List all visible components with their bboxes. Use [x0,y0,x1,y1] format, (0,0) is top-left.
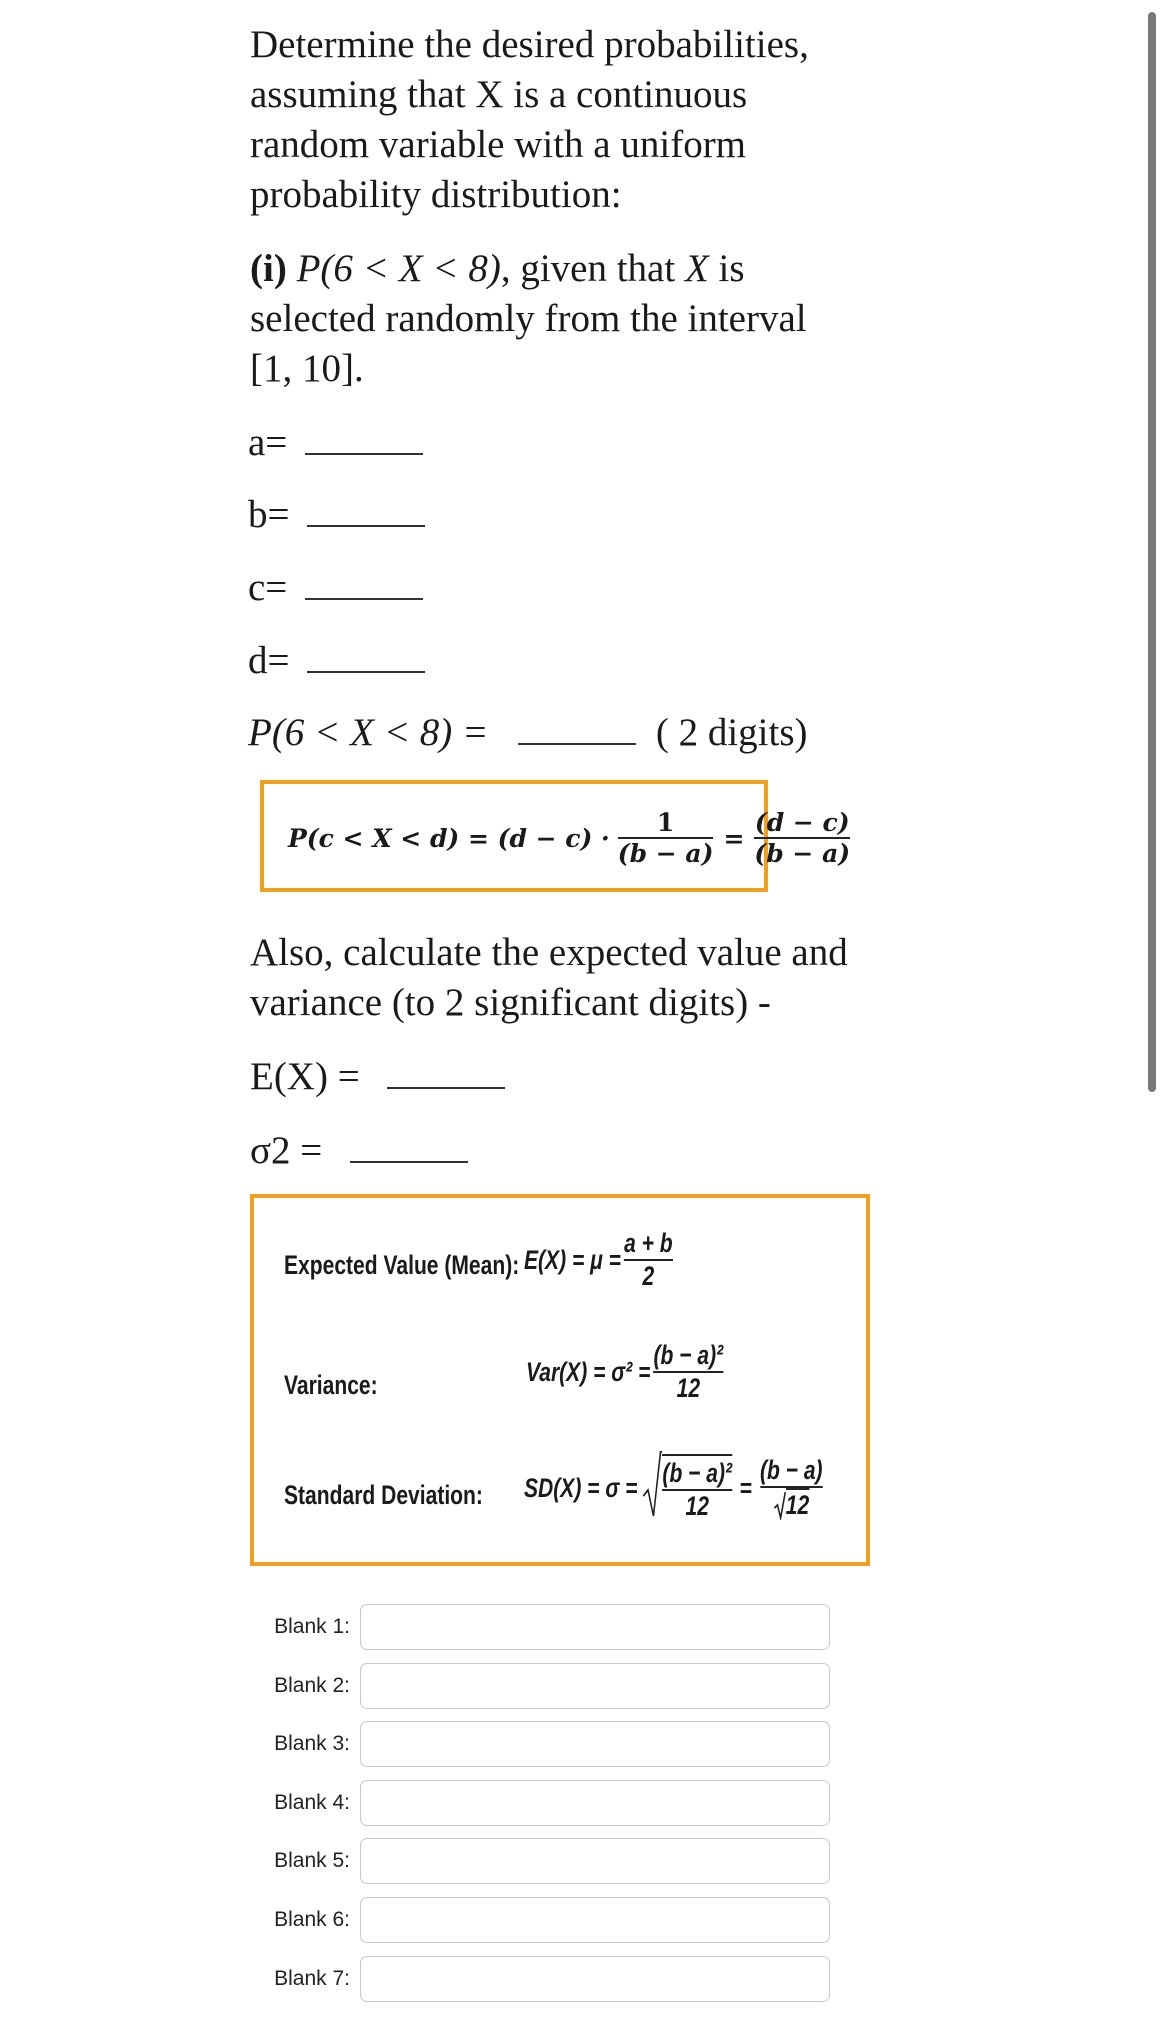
a-answer-line [305,453,423,455]
probability-label: P(6 < X < 8) = [248,711,489,754]
scrollbar-thumb[interactable] [1148,12,1156,1092]
blank-row-2 [260,1663,830,1709]
blank-input-1[interactable] [360,1604,830,1650]
part-i-line-2: selected randomly from the interval [250,297,807,340]
ex-answer-line [387,1087,505,1089]
probability-formula [288,808,850,868]
sd-num: (b − a)² [662,1458,733,1488]
c-row [248,563,423,613]
statistics-formula-box [250,1194,870,1566]
variance-fraction [654,1340,724,1404]
sqrt-small-icon [773,1490,785,1520]
blank-input-3[interactable] [360,1721,830,1767]
formula-frac1-den: (b − a) [617,839,714,868]
formula-frac2-den: (b − a) [754,839,851,868]
blank-input-5[interactable] [360,1838,830,1884]
probability-formula-box [260,780,851,892]
variance-num: (b − a)² [653,1340,724,1370]
sd-eq: = [739,1472,753,1503]
variance-answer-line [350,1161,468,1163]
sd-lhs: SD(X) = σ = [524,1472,638,1503]
formula-fraction-1 [618,808,714,868]
part-text-1: , given that [500,247,676,290]
formula-frac1-num: 1 [656,808,675,837]
intro-line-4: probability distribution: [250,173,622,216]
mean-num: a + b [624,1228,673,1258]
sd-label: Standard Deviation: [284,1480,483,1510]
formula-fraction-2 [754,808,850,868]
part-i-line-3: [1, 10]. [250,347,364,390]
sd-fraction [662,1454,732,1522]
sd-den-2-value: 12 [785,1490,810,1520]
sd-num-2: (b − a) [759,1455,823,1485]
part-text-2: is [718,247,745,290]
probability-row [248,708,808,758]
ex-row [250,1052,505,1102]
d-label: d= [248,639,290,682]
sd-fraction-2 [760,1455,823,1521]
c-answer-line [305,598,423,600]
d-answer-line [307,671,425,673]
intro-line-1: Determine the desired probabilities, [250,23,809,66]
blank-input-6[interactable] [360,1897,830,1943]
blank-input-2[interactable] [360,1663,830,1709]
expected-value-instructions [250,928,848,1028]
also-line-2: variance (to 2 significant digits) - [250,981,771,1024]
c-label: c= [248,566,288,609]
blank-input-7[interactable] [360,1956,830,2002]
mean-den: 2 [624,1259,673,1292]
blank-row-7 [260,1956,830,2002]
part-label: (i) [250,247,287,290]
sqrt-symbol-icon [642,1450,662,1522]
variance-row [250,1126,468,1176]
b-row [248,490,425,540]
formula-frac2-num: (d − c) [754,808,850,837]
probability-answer-line [518,743,636,745]
variance-formula [526,1340,723,1404]
blank-row-6 [260,1897,830,1943]
a-label: a= [248,421,288,464]
blank-label-4: Blank 4: [274,1791,350,1814]
blank-label-7: Blank 7: [274,1967,350,1990]
sd-formula [524,1454,823,1522]
blank-label-3: Blank 3: [274,1732,350,1755]
b-label: b= [248,493,290,536]
formula-eq: = [723,823,745,853]
blank-row-1 [260,1604,830,1650]
formula-lhs: P(c < X < d) = (d − c) · [288,823,610,853]
variance-lhs: Var(X) = σ² = [526,1356,651,1387]
blank-row-3 [260,1721,830,1767]
part-expression: P(6 < X < 8) [296,247,501,290]
ex-label: E(X) = [250,1055,360,1098]
blank-row-4 [260,1780,830,1826]
blank-input-4[interactable] [360,1780,830,1826]
blank-label-1: Blank 1: [274,1615,350,1638]
sd-den-2 [760,1486,823,1521]
part-i-line-1 [250,244,807,294]
sd-sqrt [642,1454,732,1522]
variance-label: σ2 = [250,1129,323,1172]
variance-formula-label: Variance: [284,1370,378,1400]
intro-line-2: assuming that X is a continuous [250,73,748,116]
blank-label-6: Blank 6: [274,1908,350,1931]
blank-label-2: Blank 2: [274,1674,350,1697]
mean-formula [524,1228,673,1292]
sd-den: 12 [662,1489,732,1522]
part-i [250,244,807,394]
mean-fraction [624,1228,673,1292]
b-answer-line [307,525,425,527]
a-row [248,418,423,468]
d-row [248,636,425,686]
blank-label-5: Blank 5: [274,1849,350,1872]
probability-hint: ( 2 digits) [655,711,808,754]
mean-label: Expected Value (Mean): [284,1250,520,1280]
intro-line-3: random variable with a uniform [250,123,747,166]
variance-den: 12 [654,1371,724,1404]
question-intro [250,20,809,220]
mean-lhs: E(X) = μ = [524,1244,621,1275]
also-line-1: Also, calculate the expected value and [250,931,848,974]
blank-row-5 [260,1838,830,1884]
part-text-x: X [684,247,709,290]
